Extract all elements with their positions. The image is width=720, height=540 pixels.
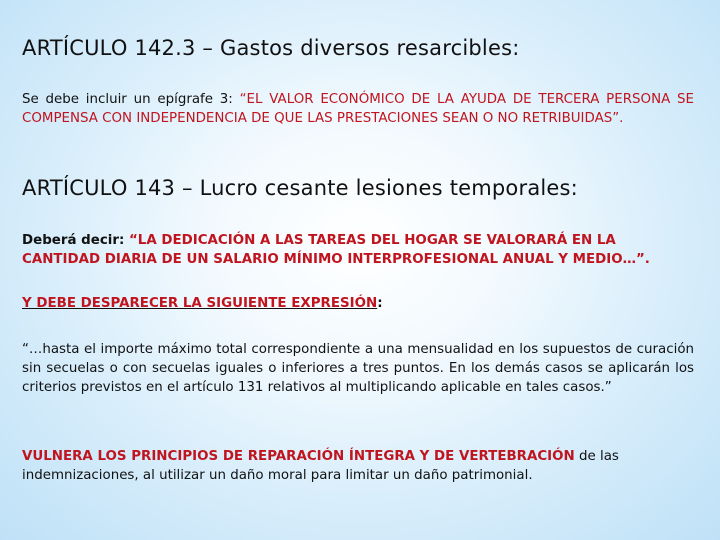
article-142-text — [22, 90, 694, 128]
remove-heading-colon: : — [377, 296, 383, 311]
article-142-title: ARTÍCULO 142.3 – Gastos diversos resarcibles: — [22, 36, 520, 60]
remove-heading: Y DEBE DESPARECER LA SIGUIENTE EXPRESIÓN — [22, 296, 378, 311]
article-143-text — [22, 231, 694, 269]
conclusion-rest: de las indemnizaciones, al utilizar un daño moral para limitar un daño patrimonial. — [22, 449, 619, 483]
article-143-title: ARTÍCULO 143 – Lucro cesante lesiones temporales: — [22, 176, 578, 200]
conclusion-highlight: VULNERA LOS PRINCIPIOS DE REPARACIÓN ÍNTEGRA Y DE VERTEBRACIÓN — [22, 449, 575, 464]
article-142-intro: Se debe incluir un epígrafe 3: — [22, 92, 240, 107]
article-143-quote: “LA DEDICACIÓN A LAS TAREAS DEL HOGAR SE VALORARÁ EN LA CANTIDAD DIARIA DE UN SALARIO MÍNIMO INTERPROFESIONAL ANUAL Y MEDIO…”. — [22, 233, 650, 267]
article-143-intro: Deberá decir: — [22, 233, 129, 248]
conclusion — [22, 447, 694, 485]
removed-expression: “…hasta el importe máximo total correspondiente a una mensualidad en los supuestos de curación sin secuelas o con secuelas iguales o inferiores a tres puntos. En los demás casos se aplicarán los criterios previstos en el artículo 131 relativos al multiplicando aplicable en tales casos.” — [22, 342, 694, 395]
remove-heading-line — [22, 294, 694, 313]
article-142-quote: “EL VALOR ECONÓMICO DE LA AYUDA DE TERCERA PERSONA SE COMPENSA CON INDEPENDENCIA DE QUE LAS PRESTACIONES SEAN O NO RETRIBUIDAS”. — [22, 92, 694, 126]
